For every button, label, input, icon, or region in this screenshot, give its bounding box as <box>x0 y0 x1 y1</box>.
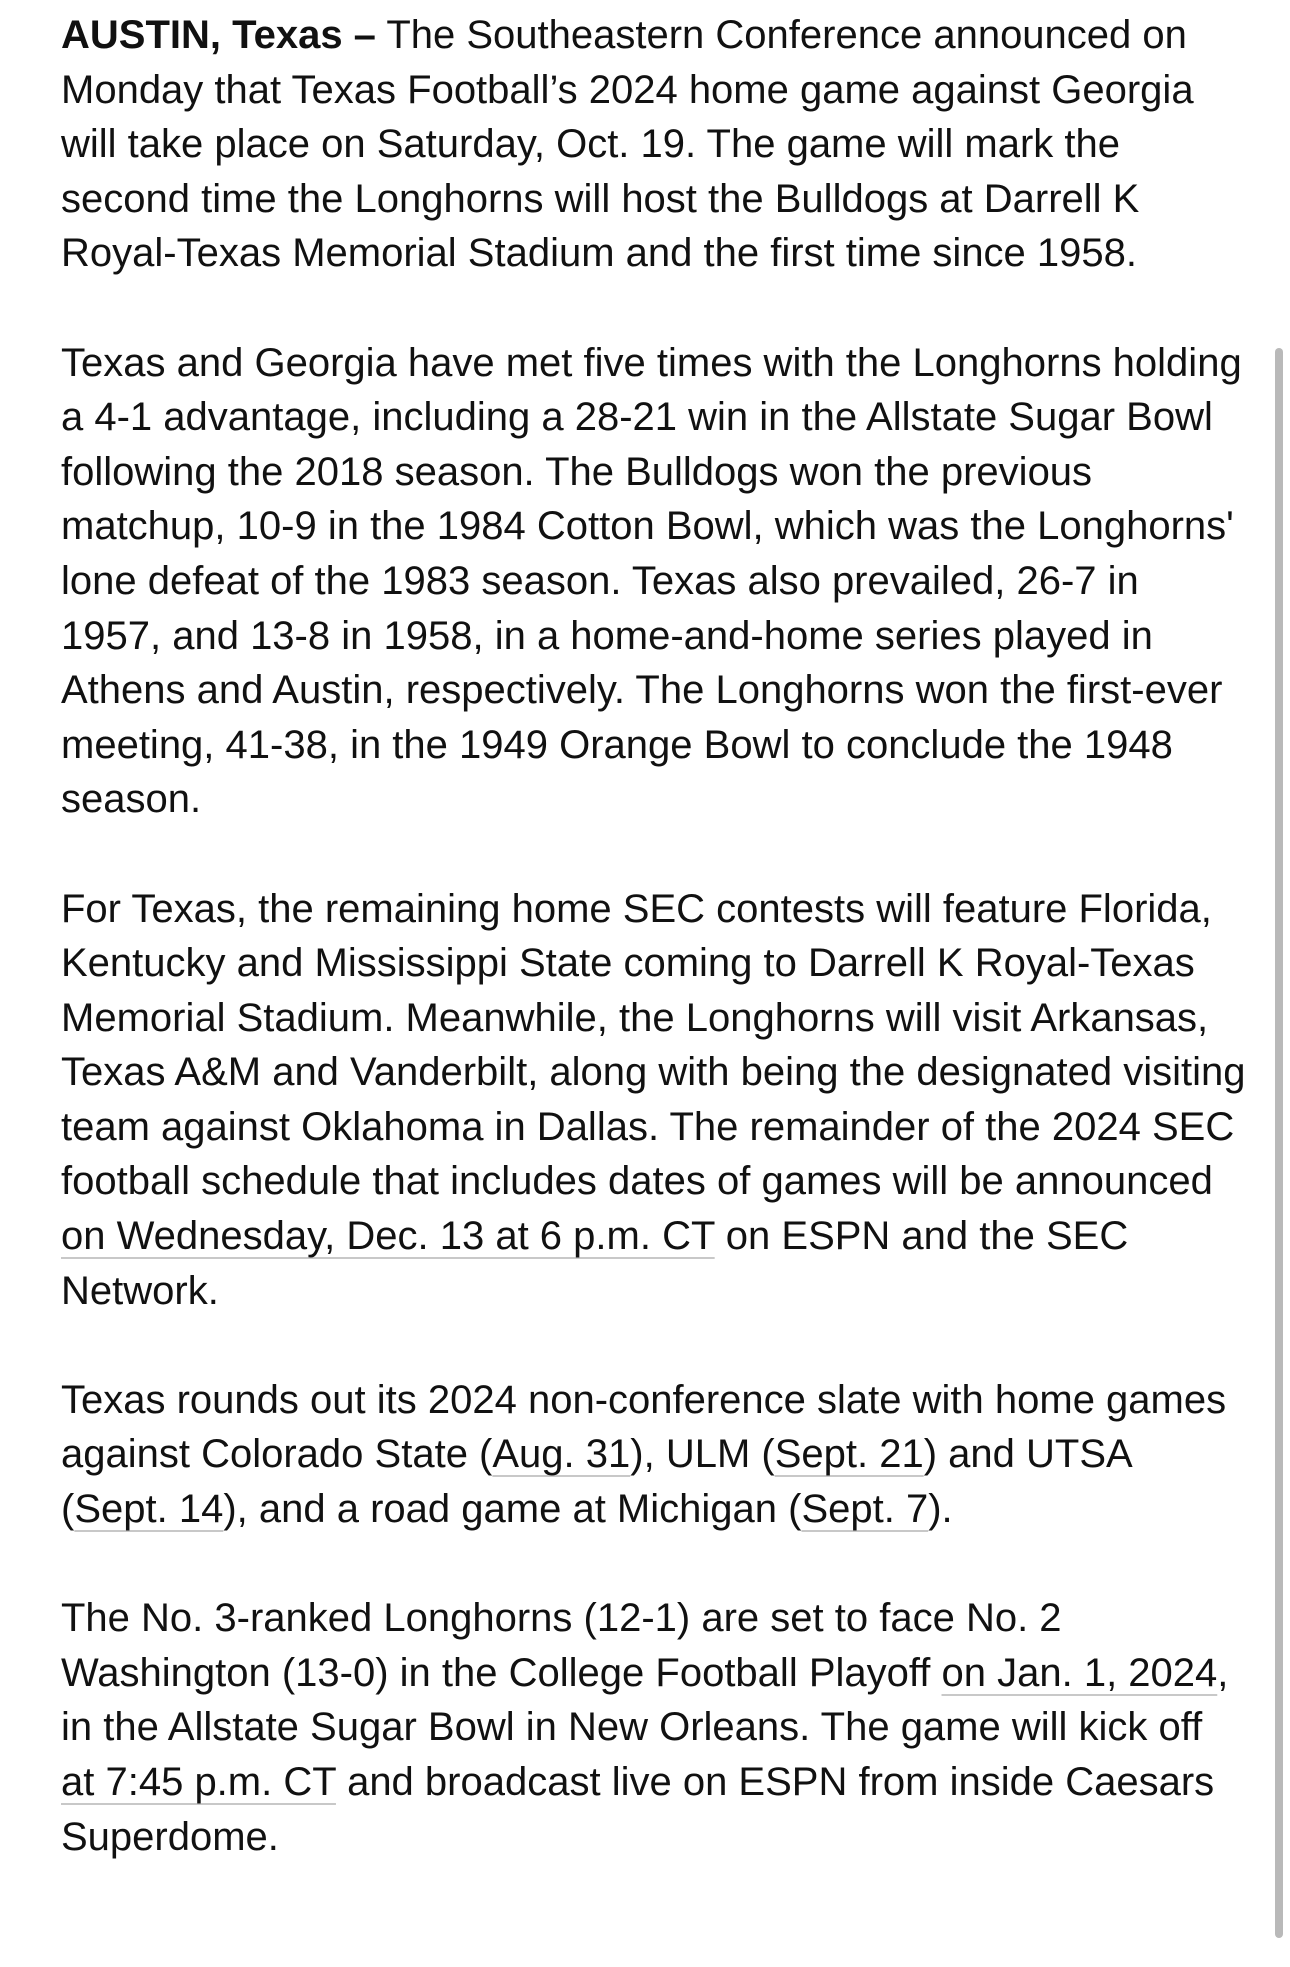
kickoff-time-link[interactable]: at 7:45 p.m. CT <box>61 1760 336 1804</box>
paragraph-2 <box>61 336 1246 827</box>
paragraph-3-text-after: on ESPN and the SEC Network. <box>61 1214 1129 1313</box>
vertical-scrollbar[interactable] <box>1275 348 1283 1938</box>
article-body <box>61 8 1246 1864</box>
paragraph-4-text-1: Texas rounds out its 2024 non-conference slate with home games against Colorado State ( <box>61 1377 1227 1477</box>
michigan-date-link[interactable]: Sept. 7 <box>801 1487 929 1532</box>
schedule-announcement-link[interactable]: on Wednesday, Dec. 13 at 6 p.m. CT <box>61 1214 715 1259</box>
paragraph-4-text-3: ) and UTSA ( <box>61 1432 1131 1532</box>
paragraph-3-text-before: For Texas, the remaining home SEC contests will feature Florida, Kentucky and Mississippi State coming to Darrell K Royal-Texas Memorial Stadium. Meanwhile, the Longhorns will visit Arkansas, Texas A&M and Vanderbilt, along with being the designated visiting team against Oklahoma in Dallas. The remainder of the 2024 SEC football schedule that includes dates of games will be announced <box>61 886 1246 1204</box>
colorado-state-date-link[interactable]: Aug. 31 <box>492 1432 631 1477</box>
paragraph-4-text-4: ), and a road game at Michigan ( <box>223 1487 802 1532</box>
paragraph-5-text-1: The No. 3-ranked Longhorns (12-1) are set to face No. 2 Washington (13-0) in the College Football Playoff <box>61 1596 1062 1695</box>
paragraph-3 <box>61 882 1246 1319</box>
dateline: AUSTIN, Texas – <box>61 13 376 57</box>
paragraph-1-text: The Southeastern Conference announced on Monday that Texas Football’s 2024 home game against Georgia will take place on Saturday, Oct. 19. The game will mark the second time the Longhorns will host the Bulldogs at Darrell K Royal-Texas Memorial Stadium and the first time since 1958. <box>61 13 1194 276</box>
paragraph-4-text-5: ). <box>928 1487 953 1532</box>
ulm-date-link[interactable]: Sept. 21 <box>774 1432 924 1477</box>
paragraph-4-text-2: ), ULM ( <box>630 1432 775 1477</box>
paragraph-5 <box>61 1591 1246 1864</box>
paragraph-1 <box>61 8 1246 281</box>
paragraph-4 <box>61 1373 1246 1537</box>
paragraph-5-text-3: and broadcast live on ESPN from inside Caesars Superdome. <box>61 1760 1215 1859</box>
paragraph-5-text-2: , in the Allstate Sugar Bowl in New Orleans. The game will kick off <box>61 1650 1229 1750</box>
playoff-date-link[interactable]: on Jan. 1, 2024 <box>941 1650 1218 1695</box>
utsa-date-link[interactable]: Sept. 14 <box>74 1487 224 1532</box>
paragraph-2-text: Texas and Georgia have met five times with the Longhorns holding a 4-1 advantage, including a 28-21 win in the Allstate Sugar Bowl following the 2018 season. The Bulldogs won the previous matchup, 10-9 in the 1984 Cotton Bowl, which was the Longhorns' lone defeat of the 1983 season. Texas also prevailed, 26-7 in 1957, and 13-8 in 1958, in a home-and-home series played in Athens and Austin, respectively. The Longhorns won the first-ever meeting, 41-38, in the 1949 Orange Bowl to conclude the 1948 season. <box>61 340 1242 822</box>
